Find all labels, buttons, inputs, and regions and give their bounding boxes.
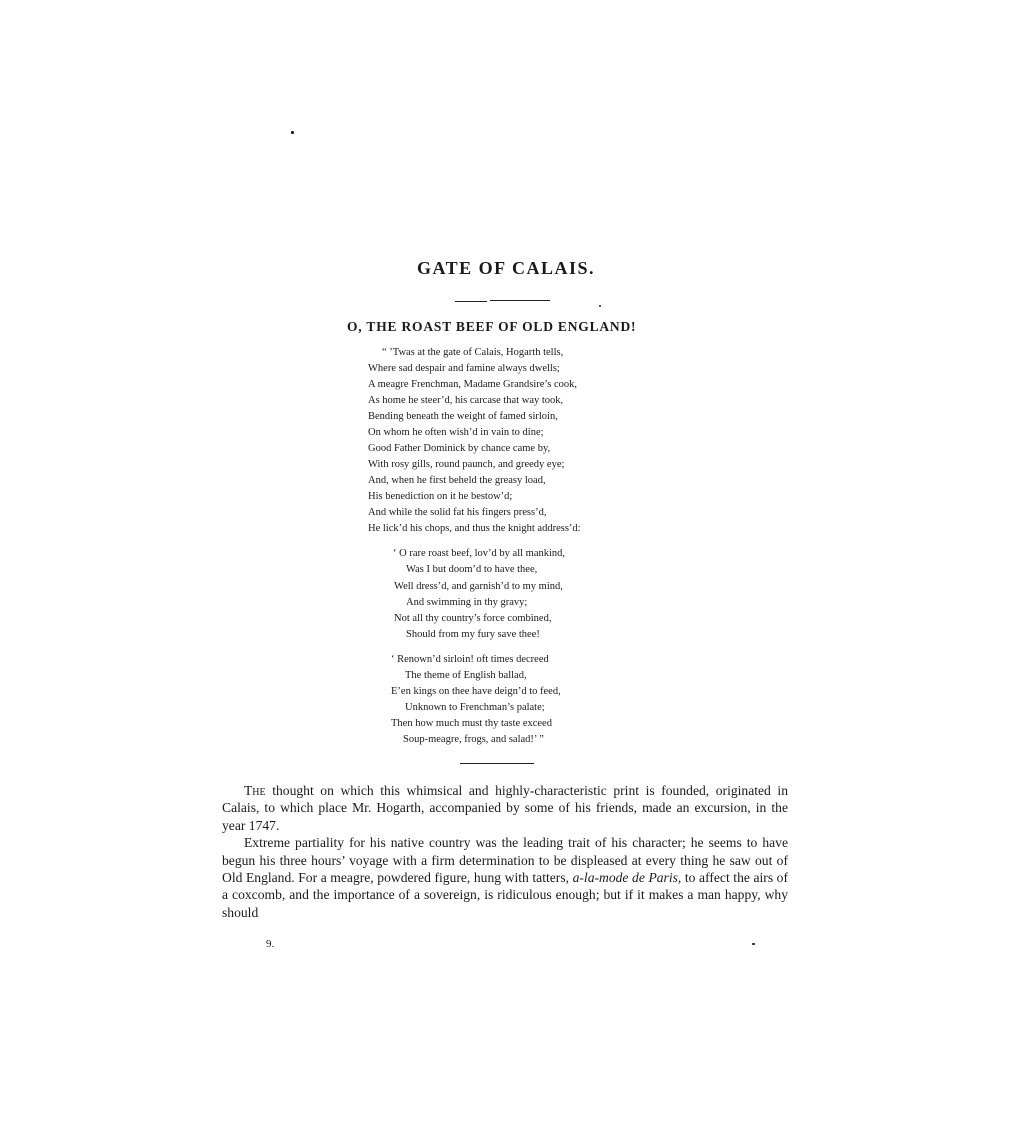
verse-line: Soup-meagre, frogs, and salad!’ ”: [403, 734, 544, 745]
verse-line: Where sad despair and famine always dwells;: [368, 363, 560, 374]
title-rule-right: [490, 300, 550, 301]
verse-line: ‘ Renown’d sirloin! oft times decreed: [391, 654, 549, 665]
ink-speck-bottom-right: [752, 943, 755, 945]
verse-line: And, when he first beheld the greasy load,: [368, 475, 546, 486]
page-signature: 9.: [266, 938, 275, 950]
verse-line: On whom he often wish’d in vain to dine;: [368, 427, 544, 438]
ink-speck-near-rule: [599, 305, 601, 307]
verse-line: Good Father Dominick by chance came by,: [368, 443, 551, 454]
title-rule-left: [455, 301, 487, 302]
verse-line: Was I but doom’d to have thee,: [406, 564, 538, 575]
verse-line: The theme of English ballad,: [405, 670, 527, 681]
drop-word: The: [244, 783, 266, 798]
prose-paragraph-1: [222, 782, 788, 834]
verse-line: A meagre Frenchman, Madame Grandsire’s cook,: [368, 379, 578, 390]
verse-line: Not all thy country’s force combined,: [394, 613, 552, 624]
verse-line: “ ’Twas at the gate of Calais, Hogarth tells,: [382, 347, 564, 358]
song-title: O, THE ROAST BEEF OF OLD ENGLAND!: [347, 319, 637, 334]
ink-speck-top-left: [291, 131, 294, 134]
prose-paragraph-2: [222, 834, 788, 921]
verse-line: E’en kings on thee have deign’d to feed,: [391, 686, 561, 697]
paragraph-text: thought on which this whimsical and highly-characteristic print is founded, originated in Calais, to which place Mr. Hogarth, accompanied by some of his friends, made an excursion, in the year 1747.: [222, 783, 788, 833]
verse-line: His benediction on it he bestow’d;: [368, 491, 513, 502]
verse-line: And swimming in thy gravy;: [406, 597, 528, 608]
verse-line: Then how much must thy taste exceed: [391, 718, 552, 729]
prose-body: [222, 782, 788, 921]
page-title: GATE OF CALAIS.: [416, 258, 596, 278]
verse-line: ‘ O rare roast beef, lov’d by all mankind,: [393, 548, 566, 559]
verse-line: Unknown to Frenchman’s palate;: [405, 702, 545, 713]
verse-end-rule: [460, 763, 534, 764]
italic-phrase: a-la-mode de Paris,: [572, 870, 682, 886]
verse-line: He lick’d his chops, and thus the knight address’d:: [368, 523, 581, 534]
verse-line: Bending beneath the weight of famed sirloin,: [368, 411, 558, 422]
verse-line: With rosy gills, round paunch, and greedy eye;: [368, 459, 565, 470]
paragraph-text: to affect the airs of a coxcomb, and the importance of a sovereign, is ridiculous enough; but if it makes a man happy, why should: [222, 870, 789, 920]
verse-line: And while the solid fat his fingers press’d,: [368, 507, 547, 518]
verse-line: As home he steer’d, his carcase that way took,: [368, 395, 564, 406]
verse-line: Well dress’d, and garnish’d to my mind,: [394, 581, 563, 592]
verse-line: Should from my fury save thee!: [406, 629, 540, 640]
paragraph-text: Extreme partiality for his native country was the leading trait of his character; he seems to have begun his three hours’ voyage with a firm determination to be displeased at every thing he saw out of Old England. For a meagre, powdered figure, hung with tatters,: [222, 835, 788, 886]
